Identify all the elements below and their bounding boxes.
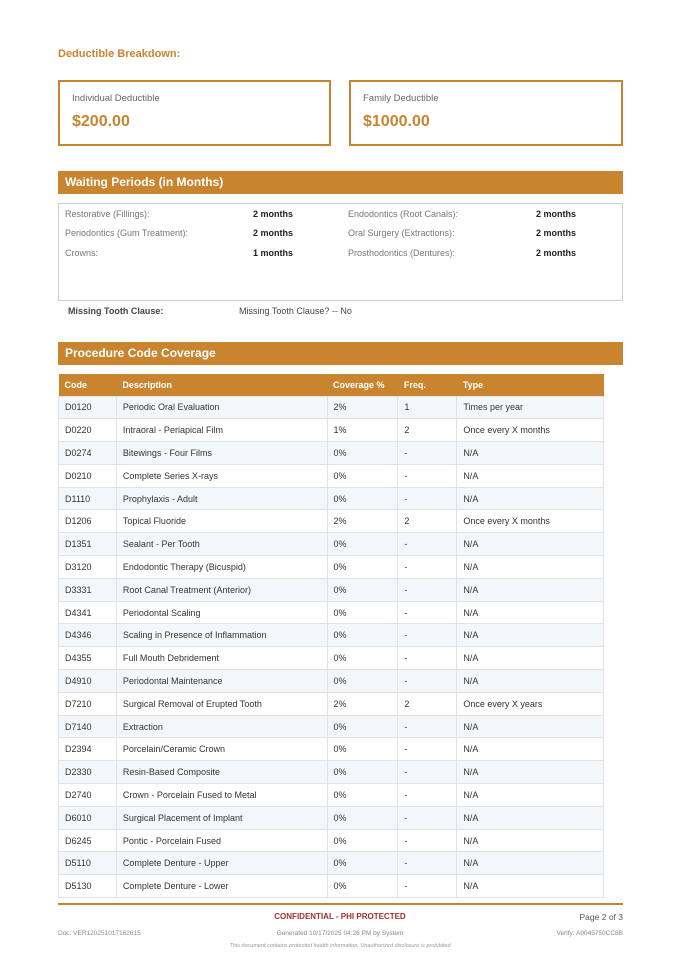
- cell-coverage: 0%: [327, 556, 398, 579]
- cell-description: Complete Denture - Lower: [116, 875, 327, 898]
- cell-type: Once every X years: [457, 692, 604, 715]
- cell-coverage: 0%: [327, 487, 398, 510]
- cell-code: D7210: [59, 692, 117, 715]
- waiting-value-prosthodontics: 2 months: [536, 248, 577, 258]
- cell-code: D1206: [59, 510, 117, 533]
- cell-code: D0210: [59, 464, 117, 487]
- individual-deductible-card: [58, 80, 331, 146]
- cell-description: Porcelain/Ceramic Crown: [116, 738, 327, 761]
- cell-type: N/A: [457, 715, 604, 738]
- cell-coverage: 0%: [327, 715, 398, 738]
- family-deductible-value: $1000.00: [363, 113, 430, 130]
- cell-type: N/A: [457, 464, 604, 487]
- cell-code: D6010: [59, 806, 117, 829]
- cell-coverage: 2%: [327, 692, 398, 715]
- table-row: [59, 533, 604, 556]
- cell-frequency: -: [398, 464, 457, 487]
- cell-description: Periodontal Maintenance: [116, 670, 327, 693]
- cell-description: Complete Denture - Upper: [116, 852, 327, 875]
- deductible-breakdown-title: Deductible Breakdown:: [58, 48, 181, 60]
- cell-description: Surgical Removal of Erupted Tooth: [116, 692, 327, 715]
- cell-description: Bitewings - Four Films: [116, 442, 327, 465]
- cell-type: N/A: [457, 875, 604, 898]
- cell-code: D7140: [59, 715, 117, 738]
- cell-frequency: -: [398, 556, 457, 579]
- cell-description: Surgical Placement of Implant: [116, 806, 327, 829]
- cell-description: Topical Fluoride: [116, 510, 327, 533]
- cell-coverage: 0%: [327, 852, 398, 875]
- cell-code: D4355: [59, 647, 117, 670]
- cell-frequency: -: [398, 487, 457, 510]
- table-row: [59, 875, 604, 898]
- table-row: [59, 670, 604, 693]
- waiting-periods-header: Waiting Periods (in Months): [58, 171, 623, 194]
- waiting-label-oral-surgery: Oral Surgery (Extractions):: [348, 228, 455, 238]
- table-row: [59, 715, 604, 738]
- waiting-periods-box: [58, 203, 623, 301]
- cell-frequency: -: [398, 806, 457, 829]
- cell-coverage: 0%: [327, 601, 398, 624]
- cell-frequency: -: [398, 601, 457, 624]
- waiting-label-prosthodontics: Prosthodontics (Dentures):: [348, 248, 456, 258]
- cell-type: N/A: [457, 533, 604, 556]
- cell-type: Once every X months: [457, 419, 604, 442]
- cell-description: Full Mouth Debridement: [116, 647, 327, 670]
- cell-type: Once every X months: [457, 510, 604, 533]
- cell-frequency: -: [398, 442, 457, 465]
- cell-type: N/A: [457, 578, 604, 601]
- family-deductible-label: Family Deductible: [363, 93, 439, 104]
- cell-coverage: 1%: [327, 419, 398, 442]
- cell-type: N/A: [457, 784, 604, 807]
- cell-coverage: 0%: [327, 464, 398, 487]
- col-header-frequency: Freq.: [398, 374, 457, 396]
- cell-description: Complete Series X-rays: [116, 464, 327, 487]
- generated-timestamp: Generated 10/17/2025 04:26 PM by System: [276, 930, 404, 937]
- cell-frequency: -: [398, 875, 457, 898]
- cell-coverage: 0%: [327, 670, 398, 693]
- table-row: [59, 829, 604, 852]
- cell-coverage: 0%: [327, 875, 398, 898]
- table-row: [59, 464, 604, 487]
- cell-code: D3331: [59, 578, 117, 601]
- cell-code: D6245: [59, 829, 117, 852]
- cell-code: D2330: [59, 761, 117, 784]
- cell-frequency: 2: [398, 510, 457, 533]
- cell-coverage: 0%: [327, 738, 398, 761]
- cell-description: Root Canal Treatment (Anterior): [116, 578, 327, 601]
- cell-coverage: 0%: [327, 624, 398, 647]
- cell-coverage: 0%: [327, 806, 398, 829]
- table-row: [59, 578, 604, 601]
- cell-frequency: 2: [398, 692, 457, 715]
- verify-code: Verify: A0045750CC8B: [556, 930, 623, 937]
- table-row: [59, 852, 604, 875]
- missing-tooth-label: Missing Tooth Clause:: [68, 306, 164, 316]
- table-row: [59, 396, 604, 419]
- procedure-table: [58, 374, 604, 898]
- cell-type: N/A: [457, 624, 604, 647]
- cell-frequency: 2: [398, 419, 457, 442]
- cell-description: Extraction: [116, 715, 327, 738]
- cell-description: Prophylaxis - Adult: [116, 487, 327, 510]
- cell-type: N/A: [457, 556, 604, 579]
- waiting-label-restorative: Restorative (Fillings):: [65, 209, 150, 219]
- cell-type: N/A: [457, 442, 604, 465]
- cell-code: D1110: [59, 487, 117, 510]
- waiting-label-periodontics: Periodontics (Gum Treatment):: [65, 228, 189, 238]
- table-row: [59, 647, 604, 670]
- cell-code: D2394: [59, 738, 117, 761]
- procedure-coverage-header: Procedure Code Coverage: [58, 342, 623, 365]
- cell-frequency: -: [398, 829, 457, 852]
- waiting-value-periodontics: 2 months: [253, 228, 294, 238]
- cell-type: N/A: [457, 852, 604, 875]
- cell-description: Scaling in Presence of Inflammation: [116, 624, 327, 647]
- cell-frequency: -: [398, 784, 457, 807]
- table-row: [59, 487, 604, 510]
- procedure-table-header-row: [59, 374, 604, 396]
- table-row: [59, 419, 604, 442]
- cell-frequency: -: [398, 578, 457, 601]
- cell-code: D4910: [59, 670, 117, 693]
- table-row: [59, 601, 604, 624]
- cell-description: Periodontal Scaling: [116, 601, 327, 624]
- cell-code: D5110: [59, 852, 117, 875]
- cell-code: D5130: [59, 875, 117, 898]
- cell-type: N/A: [457, 761, 604, 784]
- cell-code: D2740: [59, 784, 117, 807]
- waiting-value-oral-surgery: 2 months: [536, 228, 577, 238]
- waiting-label-endodontics: Endodontics (Root Canals):: [348, 209, 459, 219]
- cell-description: Intraoral - Periapical Film: [116, 419, 327, 442]
- cell-code: D4341: [59, 601, 117, 624]
- cell-description: Endodontic Therapy (Bicuspid): [116, 556, 327, 579]
- cell-frequency: -: [398, 852, 457, 875]
- waiting-value-restorative: 2 months: [253, 209, 294, 219]
- cell-frequency: -: [398, 624, 457, 647]
- cell-type: N/A: [457, 670, 604, 693]
- cell-coverage: 0%: [327, 442, 398, 465]
- cell-type: N/A: [457, 738, 604, 761]
- cell-frequency: -: [398, 761, 457, 784]
- individual-deductible-label: Individual Deductible: [72, 93, 160, 104]
- document-id: Doc: VER120251017162615: [58, 930, 141, 937]
- cell-code: D3120: [59, 556, 117, 579]
- cell-type: N/A: [457, 829, 604, 852]
- cell-coverage: 2%: [327, 396, 398, 419]
- waiting-label-crowns: Crowns:: [65, 248, 99, 258]
- cell-coverage: 0%: [327, 829, 398, 852]
- cell-code: D0220: [59, 419, 117, 442]
- cell-description: Crown - Porcelain Fused to Metal: [116, 784, 327, 807]
- table-row: [59, 510, 604, 533]
- table-row: [59, 806, 604, 829]
- cell-frequency: 1: [398, 396, 457, 419]
- cell-type: N/A: [457, 806, 604, 829]
- cell-description: Pontic - Porcelain Fused: [116, 829, 327, 852]
- col-header-code: Code: [59, 374, 117, 396]
- phi-disclaimer: This document contains protected health information. Unauthorized disclosure is prohibited: [229, 943, 451, 949]
- cell-coverage: 0%: [327, 533, 398, 556]
- cell-description: Resin-Based Composite: [116, 761, 327, 784]
- cell-coverage: 0%: [327, 784, 398, 807]
- table-row: [59, 761, 604, 784]
- confidential-notice: CONFIDENTIAL - PHI PROTECTED: [274, 912, 406, 921]
- col-header-description: Description: [116, 374, 327, 396]
- cell-code: D0274: [59, 442, 117, 465]
- cell-coverage: 0%: [327, 578, 398, 601]
- cell-coverage: 2%: [327, 510, 398, 533]
- cell-description: Periodic Oral Evaluation: [116, 396, 327, 419]
- individual-deductible-value: $200.00: [72, 113, 130, 130]
- cell-type: N/A: [457, 601, 604, 624]
- col-header-coverage: Coverage %: [327, 374, 398, 396]
- cell-frequency: -: [398, 715, 457, 738]
- table-row: [59, 442, 604, 465]
- cell-coverage: 0%: [327, 647, 398, 670]
- family-deductible-card: [349, 80, 623, 146]
- cell-frequency: -: [398, 647, 457, 670]
- cell-code: D4346: [59, 624, 117, 647]
- table-row: [59, 692, 604, 715]
- page-number: Page 2 of 3: [579, 912, 623, 922]
- table-row: [59, 556, 604, 579]
- cell-type: N/A: [457, 487, 604, 510]
- table-row: [59, 738, 604, 761]
- cell-code: D0120: [59, 396, 117, 419]
- waiting-value-endodontics: 2 months: [536, 209, 577, 219]
- cell-type: Times per year: [457, 396, 604, 419]
- table-row: [59, 624, 604, 647]
- missing-tooth-value: Missing Tooth Clause? -- No: [239, 306, 352, 316]
- waiting-value-crowns: 1 months: [253, 248, 294, 258]
- cell-code: D1351: [59, 533, 117, 556]
- cell-frequency: -: [398, 670, 457, 693]
- footer-divider: [58, 903, 623, 905]
- table-row: [59, 784, 604, 807]
- cell-description: Sealant - Per Tooth: [116, 533, 327, 556]
- cell-coverage: 0%: [327, 761, 398, 784]
- col-header-type: Type: [457, 374, 604, 396]
- cell-frequency: -: [398, 533, 457, 556]
- cell-type: N/A: [457, 647, 604, 670]
- cell-frequency: -: [398, 738, 457, 761]
